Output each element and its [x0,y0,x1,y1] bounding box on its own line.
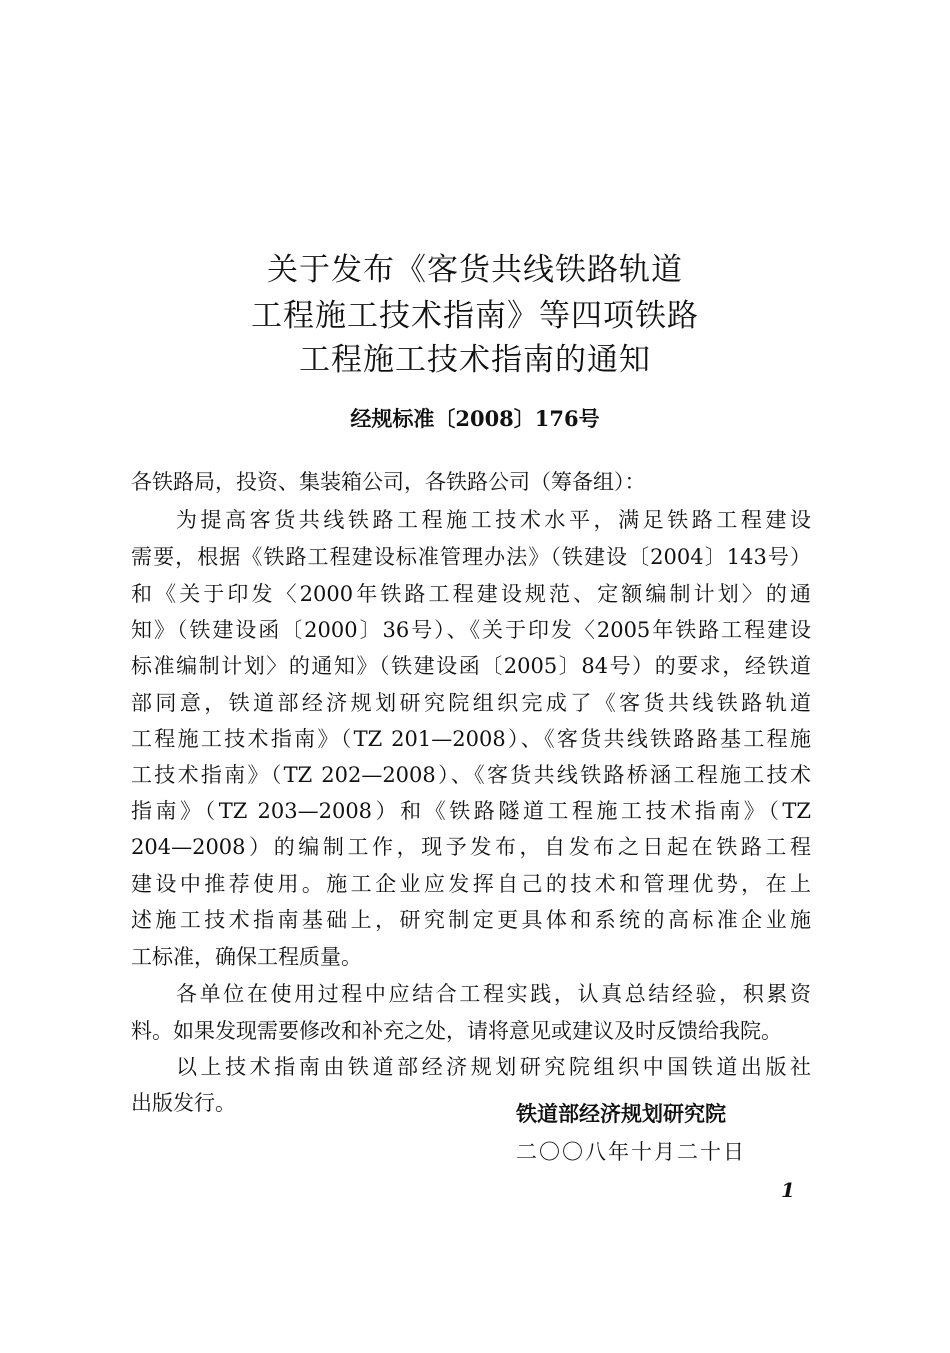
paragraph-line: 建设中推荐使用。施工企业应发挥自己的技术和管理优势，在上 [131,872,811,896]
paragraph-line: 出版发行。 [131,1091,236,1115]
paragraph-line: 工程施工技术指南》（TZ 201—2008）、《客货共线铁路路基工程施 [131,727,811,751]
paragraph-line: 各单位在使用过程中应结合工程实践，认真总结经验，积累资 [176,982,811,1006]
title-line-3: 工程施工技术指南的通知 [299,342,651,378]
paragraph-line: 部同意，铁道部经济规划研究院组织完成了《客货共线铁路轨道 [131,691,811,715]
paragraph-line: 标准编制计划〉的通知》（铁建设函〔2005〕84号）的要求，经铁道 [131,654,811,678]
paragraph-line: 和《关于印发〈2000年铁路工程建设规范、定额编制计划〉的通 [131,582,811,606]
paragraph-line: 料。如果发现需要修改和补充之处，请将意见或建议及时反馈给我院。 [131,1019,782,1043]
document-number: 经规标准〔2008〕176号 [350,406,600,431]
paragraph-line: 需要，根据《铁路工程建设标准管理办法》（铁建设〔2004〕143号） [131,545,811,569]
paragraph-line: 以上技术指南由铁道部经济规划研究院组织中国铁道出版社 [176,1055,811,1079]
paragraph-line: 为提高客货共线铁路工程施工技术水平，满足铁路工程建设 [176,508,811,532]
paragraph-line: 工技术指南》（TZ 202—2008）、《客货共线铁路桥涵工程施工技术 [131,763,811,787]
title-line-2: 工程施工技术指南》等四项铁路 [251,298,699,334]
addressee: 各铁路局，投资、集装箱公司，各铁路公司（筹备组）： [131,470,646,494]
signature-date: 二〇〇八年十月二十日 [516,1140,746,1164]
paragraph-line: 工标准，确保工程质量。 [131,945,362,969]
page-number: 1 [781,1178,795,1202]
paragraph-line: 述施工技术指南基础上，研究制定更具体和系统的高标准企业施 [131,908,811,932]
paragraph-line: 指南》（TZ 203—2008）和《铁路隧道工程施工技术指南》（TZ [131,799,811,823]
title-line-1: 关于发布《客货共线铁路轨道 [267,252,683,288]
signature-organization: 铁道部经济规划研究院 [516,1101,726,1126]
paragraph-line: 204—2008）的编制工作，现予发布，自发布之日起在铁路工程 [131,835,811,859]
paragraph-line: 知》（铁建设函〔2000〕36号）、《关于印发〈2005年铁路工程建设 [131,618,811,642]
